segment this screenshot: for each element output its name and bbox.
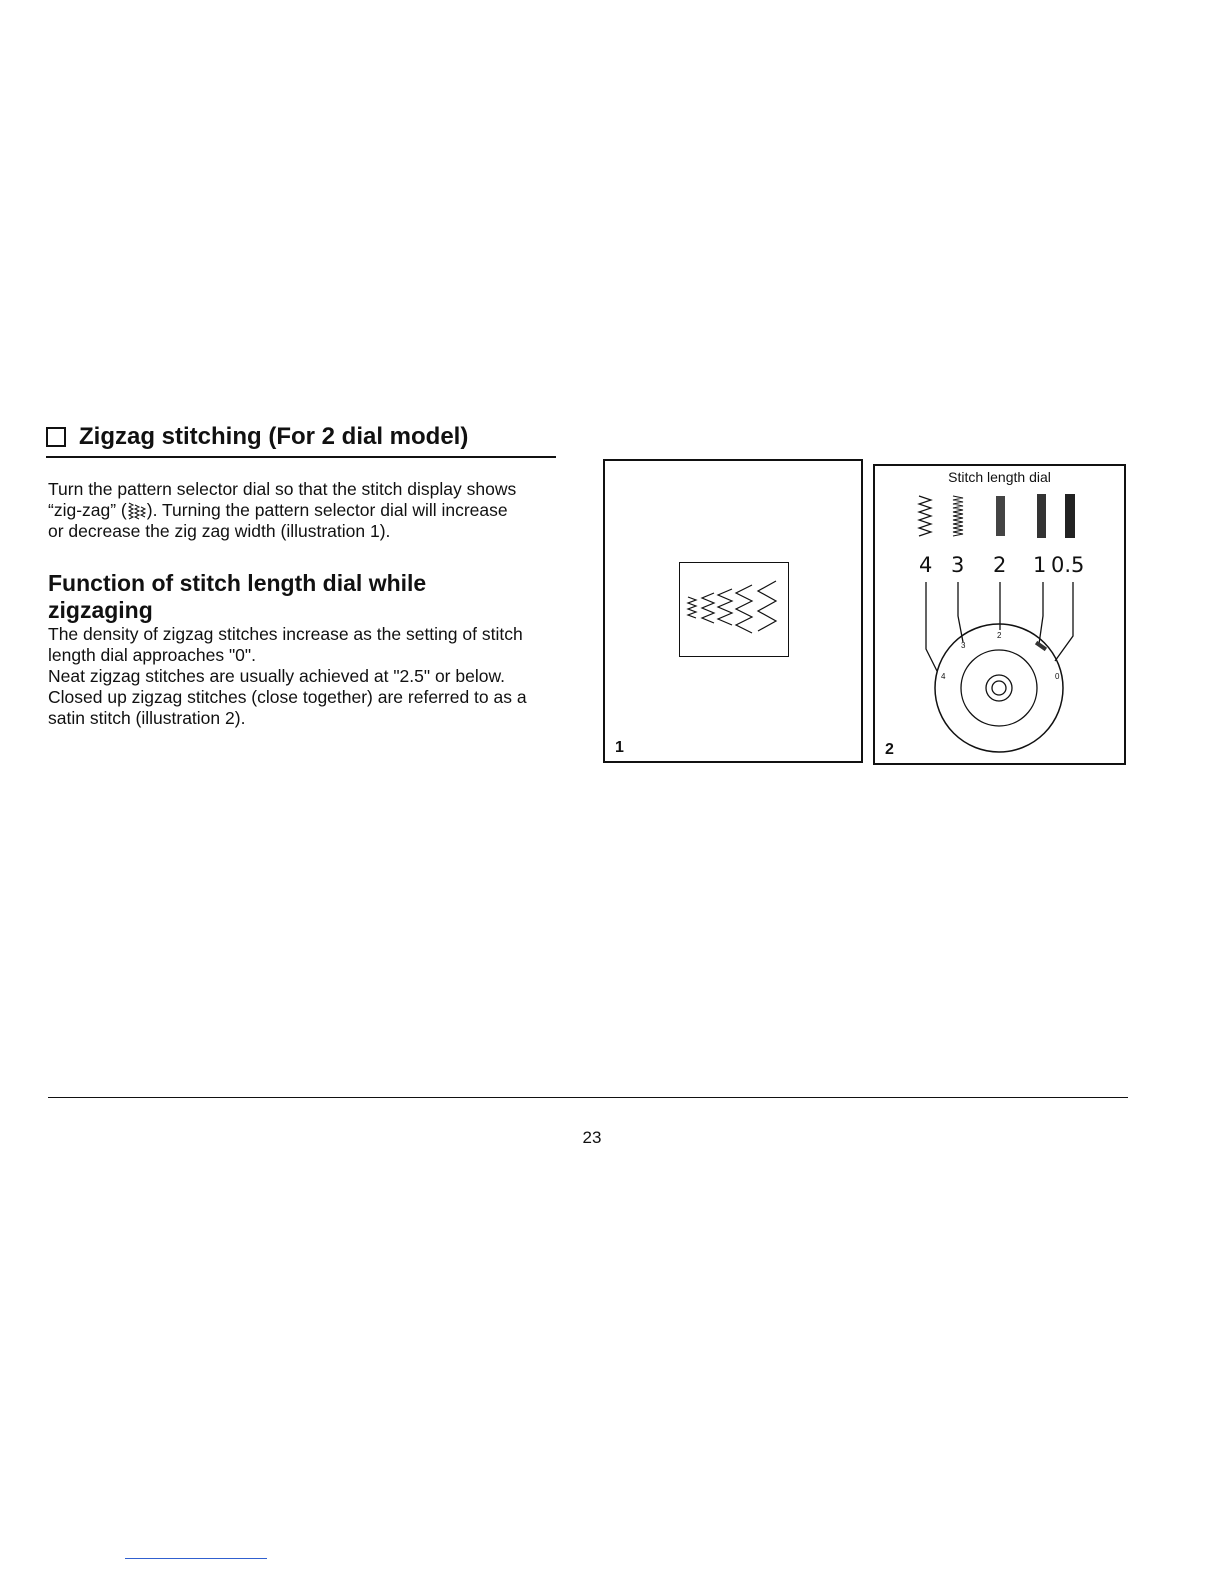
- dial-inner: [961, 650, 1037, 726]
- page-number: 23: [582, 1128, 602, 1147]
- section-title: Zigzag stitching (For 2 dial model): [79, 423, 469, 450]
- function-line: The density of zigzag stitches increase as the setting of stitch: [48, 624, 523, 644]
- stitch-display-window: [679, 562, 789, 657]
- dial-caption: Stitch length dial: [948, 469, 1051, 485]
- zigzag-symbol-icon: [127, 501, 147, 521]
- intro-paragraph: [48, 479, 563, 542]
- illustration-number: 2: [885, 741, 894, 758]
- stitch-sample-2: [996, 496, 1005, 536]
- checkbox-icon: [46, 427, 66, 447]
- function-title: Function of stitch length dial while zigzaging: [48, 570, 427, 623]
- dial-label: 3: [961, 641, 966, 650]
- stitch-sample-4: [919, 496, 931, 536]
- intro-line-1: Turn the pattern selector dial so that the stitch display shows: [48, 479, 517, 499]
- function-line: Neat zigzag stitches are usually achieved at "2.5" or below.: [48, 666, 505, 686]
- zigzag-stitch-icon: [680, 563, 787, 655]
- dial-satin-mark: [1035, 641, 1047, 651]
- illustration-1: [603, 459, 863, 763]
- function-line: length dial approaches "0".: [48, 645, 256, 665]
- function-paragraph: [48, 624, 563, 729]
- scale-label: 0.5: [1051, 553, 1085, 577]
- function-line: satin stitch (illustration 2).: [48, 708, 246, 728]
- scale-label: 2: [993, 553, 1007, 577]
- stitch-sample-1: [1037, 494, 1046, 538]
- intro-line-2: [48, 500, 563, 521]
- scale-label: 3: [951, 553, 965, 577]
- intro-line-2-end: ). Turning the pattern selector dial will increase: [146, 500, 508, 520]
- dial-outer: [935, 624, 1063, 752]
- scale-label: 4: [919, 553, 933, 577]
- function-line: Closed up zigzag stitches (close together) are referred to as a: [48, 687, 527, 707]
- dial-label: 0: [1055, 672, 1060, 681]
- illustration-2: [873, 464, 1126, 765]
- stitch-length-dial-icon: [875, 466, 1124, 763]
- dial-knob: [986, 675, 1012, 701]
- section-heading: [46, 422, 556, 458]
- scale-label: 1: [1033, 553, 1047, 577]
- dial-label: 4: [941, 672, 946, 681]
- dial-label: 2: [997, 631, 1002, 640]
- stitch-sample-05: [1065, 494, 1075, 538]
- intro-line-3: or decrease the zig zag width (illustration 1).: [48, 521, 391, 541]
- illustration-number: 1: [615, 739, 624, 756]
- intro-line-2-start: “zig-zag” (: [48, 500, 127, 520]
- scan-mark: [125, 1558, 267, 1559]
- footer-rule: [48, 1097, 1128, 1098]
- stitch-sample-3: [953, 496, 963, 536]
